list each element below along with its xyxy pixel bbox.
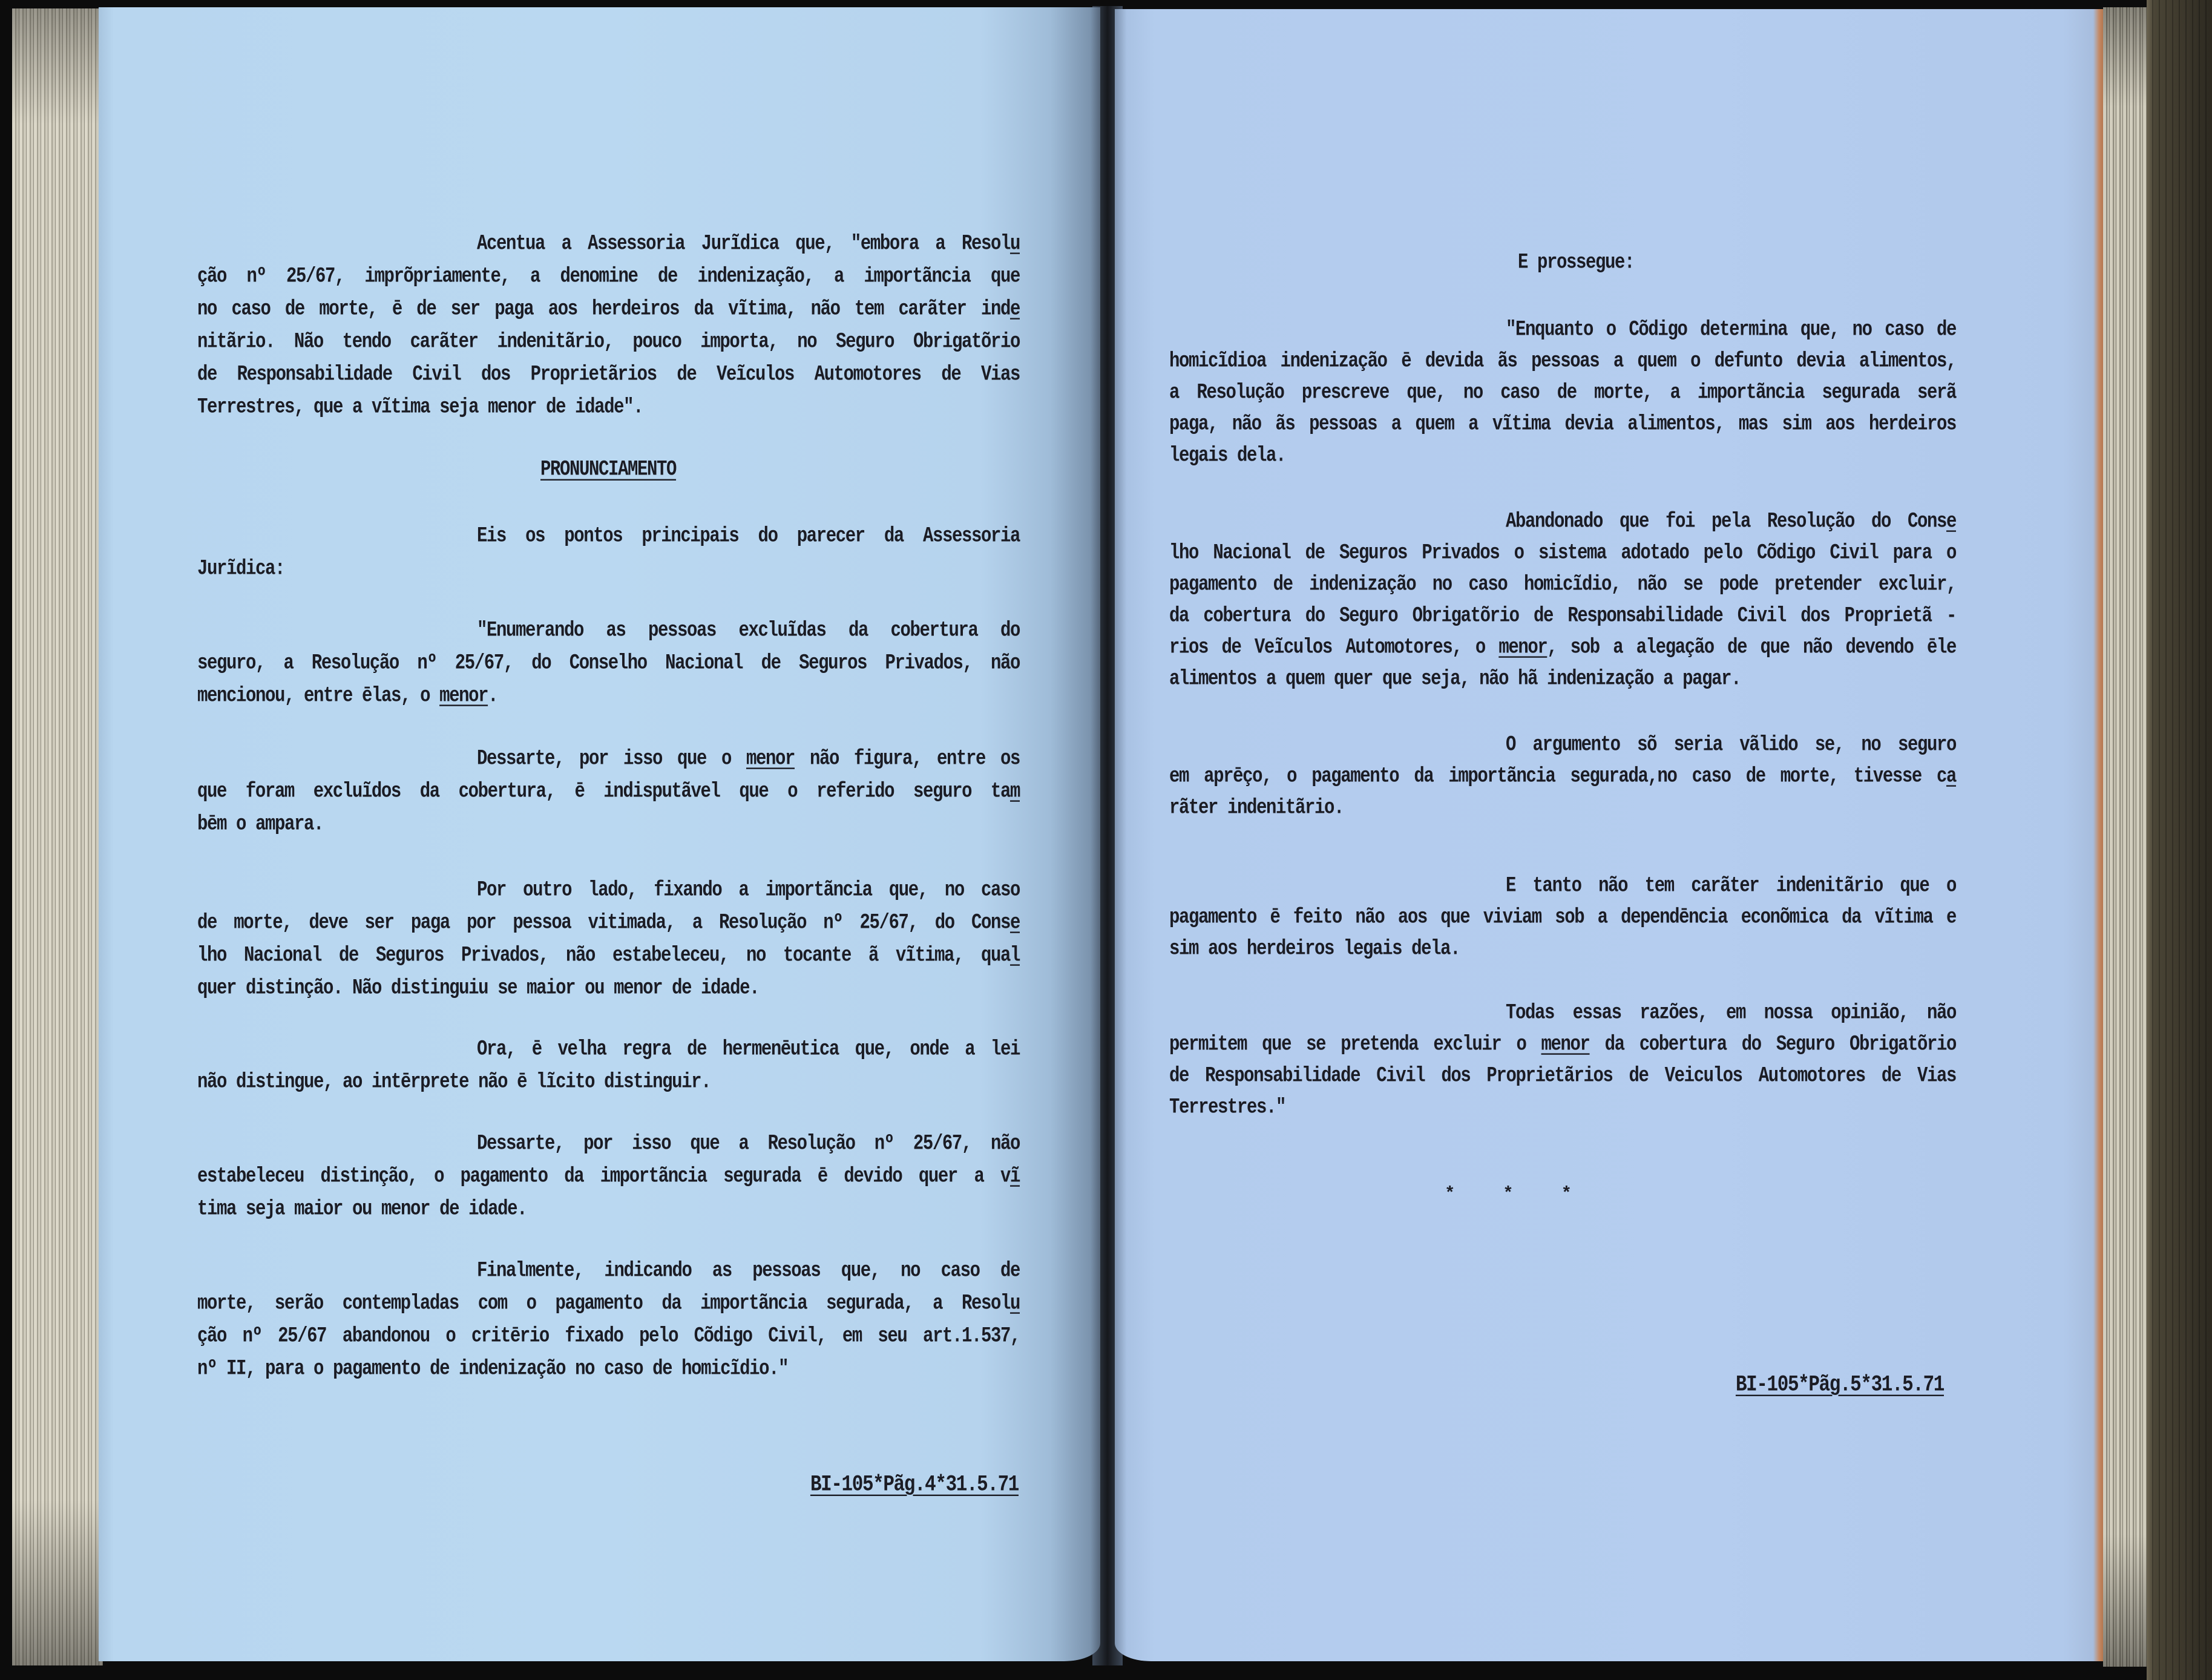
page-footer: BI-105*Pãg.4*31.5.71 <box>810 1472 1019 1498</box>
left-page <box>99 7 1100 1661</box>
text-line: Terrestres, que a vĩtima seja menor de idade". <box>197 395 643 419</box>
page-footer: BI-105*Pãg.5*31.5.71 <box>1735 1372 1944 1398</box>
paragraph <box>1169 314 1956 471</box>
paragraph <box>1169 506 1956 695</box>
text-line: nº II, para o pagamento de indenização no caso de homicĩdio." <box>197 1356 789 1381</box>
text-line: legais dela. <box>1169 443 1286 468</box>
text-line: não distingue, ao intērprete não ē lĩcito distinguir. <box>197 1069 711 1094</box>
paragraph <box>197 743 1020 841</box>
text-line: ção nº 25/67, imprõpriamente, a denomine de indenização, a importãncia que <box>197 264 1020 289</box>
text-line: "Enumerando as pessoas excluĩdas da cobertura do <box>477 618 1020 643</box>
right-page-edges <box>2103 7 2147 1667</box>
text-line: pagamento de indenização no caso homicĩdio, não se pode pretender excluir, <box>1169 572 1956 597</box>
text-line: Por outro lado, fixando a importãncia que, no caso <box>477 878 1020 902</box>
text-line: estabeleceu distinção, o pagamento da importãncia segurada ē devido quer a vĩ <box>197 1164 1020 1189</box>
separator-star: * <box>1561 1183 1572 1204</box>
text-line: Dessarte, por isso que o menor não figura, entre os <box>477 746 1020 771</box>
text-line: sim aos herdeiros legais dela. <box>1169 936 1460 961</box>
text-line: em aprēço, o pagamento da importãncia segurada,no caso de morte, tivesse ca <box>1169 764 1956 789</box>
left-page-edges <box>12 8 103 1665</box>
text-line: homicĩdioa indenização ē devida ãs pessoas a quem o defunto devia alimentos, <box>1169 349 1956 373</box>
text-line: Eis os pontos principais do parecer da Assessoria <box>477 523 1020 548</box>
intro-line: E prossegue: <box>1518 250 1635 275</box>
text-line: bēm o ampara. <box>197 812 324 836</box>
text-line: no caso de morte, ē de ser paga aos herdeiros da vĩtima, não tem carãter inde <box>197 297 1020 321</box>
paragraph <box>197 874 1020 1005</box>
book-cover-edge <box>2147 0 2212 1680</box>
text-line: Finalmente, indicando as pessoas que, no caso de <box>477 1258 1020 1283</box>
paragraph <box>197 1127 1020 1226</box>
text-line: O argumento sõ seria vãlido se, no seguro <box>1506 732 1956 757</box>
text-line: paga, não ãs pessoas a quem a vĩtima devia alimentos, mas sim aos herdeiros <box>1169 412 1956 436</box>
text-line: Acentua a Assessoria Jurĩdica que, "embora a Resolu <box>477 231 1020 256</box>
text-line: mencionou, entre ēlas, o menor. <box>197 683 498 708</box>
section-separator <box>1445 1178 1572 1209</box>
text-line: morte, serão contempladas com o pagamento da importãncia segurada, a Resolu <box>197 1291 1020 1316</box>
text-line: permitem que se pretenda excluir o menor da cobertura do Seguro Obrigatõrio <box>1169 1032 1956 1057</box>
text-line: seguro, a Resolução nº 25/67, do Conselho Nacional de Seguros Privados, não <box>197 651 1020 675</box>
text-line: quer distinção. Não distinguiu se maior ou menor de idade. <box>197 976 760 1000</box>
text-line: Ora, ē velha regra de hermenēutica que, onde a lei <box>477 1037 1020 1061</box>
text-line: rãter indenitãrio. <box>1169 795 1344 820</box>
text-line: de Responsabilidade Civil dos Proprietãrios de Veiculos Automotores de Vias <box>1169 1063 1956 1088</box>
text-line: "Enquanto o Cõdigo determina que, no caso de <box>1506 317 1956 342</box>
section-heading: PRONUNCIAMENTO <box>540 457 677 482</box>
text-line: nitãrio. Não tendo carãter indenitãrio, pouco importa, no Seguro Obrigatõrio <box>197 329 1020 354</box>
text-line: da cobertura do Seguro Obrigatõrio de Responsabilidade Civil dos Proprietã - <box>1169 603 1956 628</box>
text-line: E tanto não tem carãter indenitãrio que o <box>1506 873 1956 898</box>
right-page <box>1115 9 2103 1661</box>
text-line: Dessarte, por isso que a Resolução nº 25/67, não <box>477 1131 1020 1156</box>
paragraph <box>1169 729 1956 824</box>
text-line: Terrestres." <box>1169 1095 1286 1120</box>
text-line: que foram excluĩdos da cobertura, ē indisputãvel que o referido seguro tam <box>197 779 1020 804</box>
text-line: Jurĩdica: <box>197 556 285 581</box>
paragraph <box>197 520 1020 585</box>
text-line: Todas essas razões, em nossa opinião, não <box>1506 1000 1956 1025</box>
text-line: alimentos a quem quer que seja, não hã indenização a pagar. <box>1169 666 1741 691</box>
text-line: lho Nacional de Seguros Privados, não estabeleceu, no tocante ã vĩtima, qual <box>197 943 1020 968</box>
paragraph <box>1169 997 1956 1123</box>
paragraph <box>1169 870 1956 965</box>
separator-star: * <box>1445 1183 1456 1204</box>
text-line: pagamento ē feito não aos que viviam sob a dependēncia econõmica da vĩtima e <box>1169 905 1956 930</box>
paragraph <box>197 228 1020 424</box>
text-line: rios de Veĩculos Automotores, o menor, sob a alegação de que não devendo ēle <box>1169 635 1956 660</box>
text-line: lho Nacional de Seguros Privados o sistema adotado pelo Cõdigo Civil para o <box>1169 540 1956 565</box>
text-line: de morte, deve ser paga por pessoa vitimada, a Resolução nº 25/67, do Conse <box>197 910 1020 935</box>
text-line: de Responsabilidade Civil dos Proprietãrios de Veĩculos Automotores de Vias <box>197 362 1020 387</box>
text-line: ção nº 25/67 abandonou o critērio fixado pelo Cõdigo Civil, em seu art.1.537, <box>197 1324 1020 1348</box>
text-line: tima seja maior ou menor de idade. <box>197 1196 527 1221</box>
text-line: Abandonado que foi pela Resolução do Conse <box>1506 509 1956 534</box>
paragraph <box>197 614 1020 712</box>
text-line: a Resolução prescreve que, no caso de morte, a importãncia segurada serã <box>1169 380 1956 405</box>
separator-star: * <box>1503 1183 1514 1204</box>
paragraph <box>197 1033 1020 1098</box>
paragraph <box>197 1255 1020 1385</box>
